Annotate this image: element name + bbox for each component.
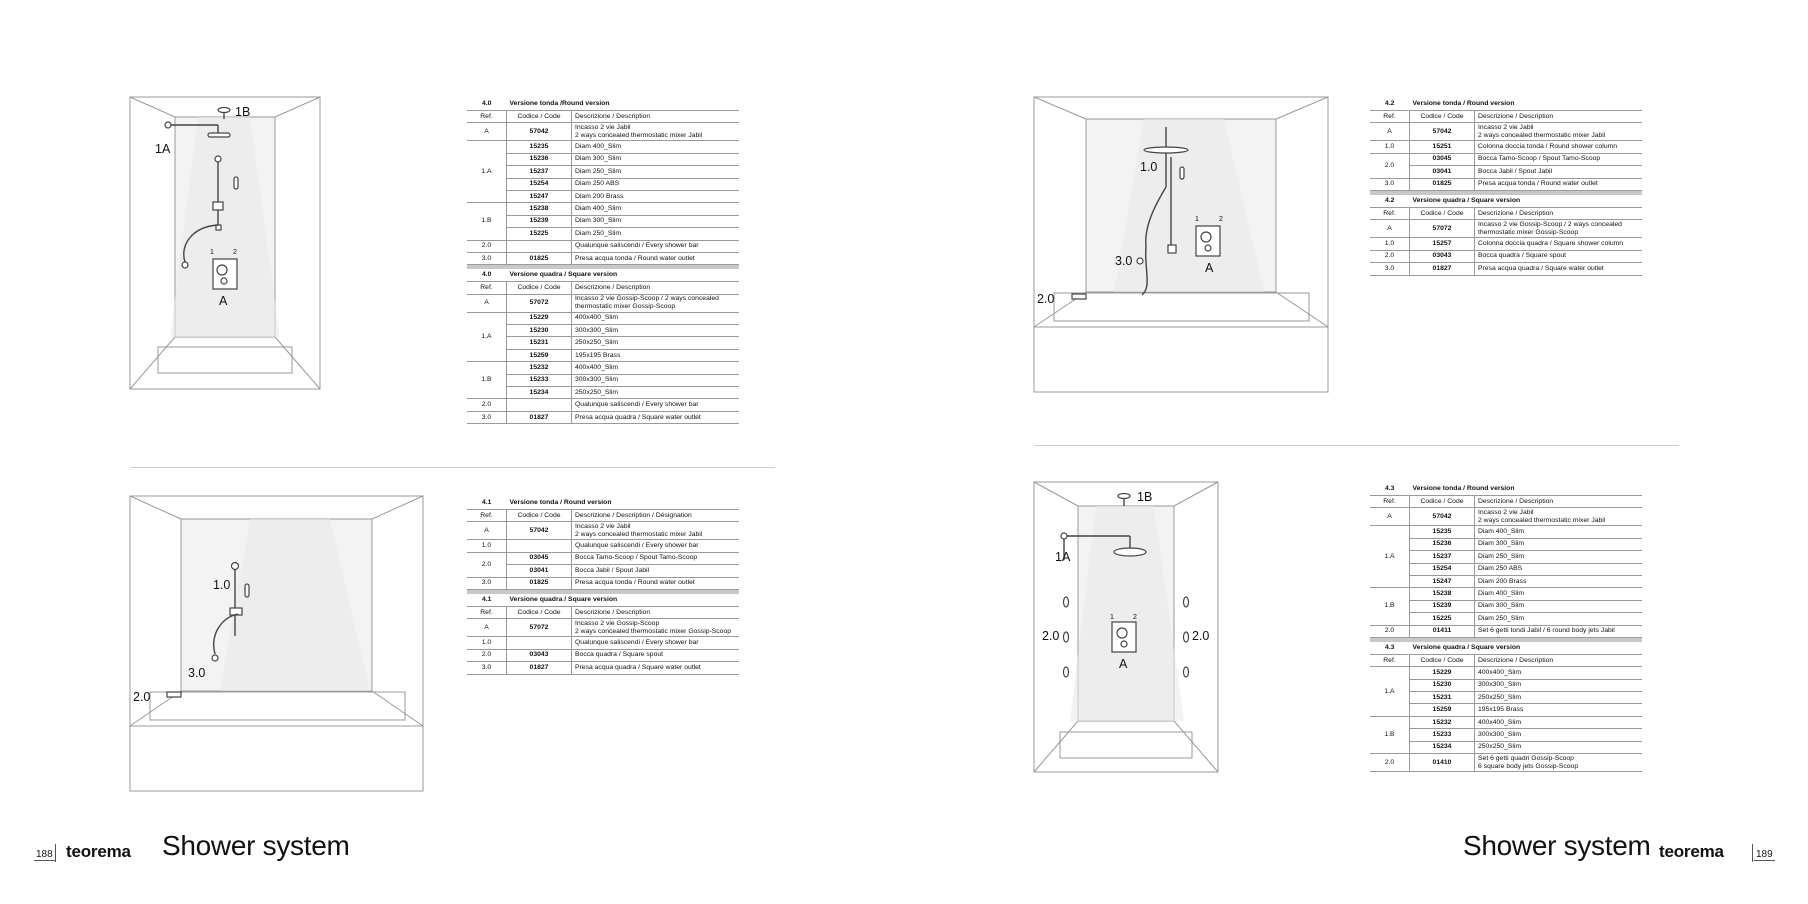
table-row <box>467 141 739 153</box>
table-row <box>467 399 739 411</box>
page-number-right: 189 <box>1756 849 1773 860</box>
desc-cell: Bocca Tamo-Scoop / Spout Tamo-Scoop <box>572 552 740 564</box>
table-row <box>1370 508 1642 526</box>
code-cell: 15229 <box>1410 667 1475 679</box>
table-row <box>1370 98 1642 111</box>
desc-cell: 195x195 Brass <box>572 349 740 361</box>
desc-cell: Colonna doccia quadra / Square shower column <box>1475 238 1643 250</box>
code-cell: 15232 <box>1410 716 1475 728</box>
table-row <box>467 510 739 522</box>
desc-cell: Versione tonda / Round version <box>507 497 740 510</box>
footer-title-left: Shower system <box>162 830 350 861</box>
desc-cell: 300x300_Slim <box>1475 679 1643 691</box>
table-row <box>467 190 739 202</box>
table-row <box>467 637 739 649</box>
table-row <box>467 123 739 141</box>
table-row <box>1370 642 1642 655</box>
ref-cell: 4.0 <box>467 269 507 282</box>
code-cell: 15247 <box>507 190 572 202</box>
desc-cell: 400x400_Slim <box>572 362 740 374</box>
ref-cell: 2.0 <box>467 399 507 411</box>
illustration-label: 2 <box>1219 216 1223 223</box>
ref-cell: Ref. <box>467 606 507 618</box>
desc-cell: Descrizione / Description <box>1475 496 1643 508</box>
code-cell: 15259 <box>1410 704 1475 716</box>
code-cell: 15235 <box>1410 526 1475 538</box>
table-row <box>467 203 739 215</box>
code-cell: 01827 <box>1410 263 1475 275</box>
spec-table-4-2 <box>1370 98 1642 276</box>
code-cell: 03041 <box>507 565 572 577</box>
desc-cell: Versione quadra / Square version <box>1410 195 1643 208</box>
code-cell: 15231 <box>1410 692 1475 704</box>
table-row <box>1370 600 1642 612</box>
table-row <box>1370 667 1642 679</box>
ref-cell: 1.B <box>1370 588 1410 625</box>
desc-cell: Qualunque saliscendi / Every shower bar <box>572 240 740 252</box>
ref-cell: 4.3 <box>1370 483 1410 496</box>
ref-cell: 2.0 <box>1370 754 1410 772</box>
table-row <box>467 325 739 337</box>
ref-cell: 4.3 <box>1370 642 1410 655</box>
desc-cell: Diam 250_Slim <box>572 166 740 178</box>
table-row <box>1370 538 1642 550</box>
ref-cell: 4.2 <box>1370 195 1410 208</box>
ref-cell: A <box>1370 220 1410 238</box>
code-cell: 15247 <box>1410 575 1475 587</box>
code-cell: Codice / Code <box>507 510 572 522</box>
table-row <box>467 662 739 674</box>
ref-cell: 3.0 <box>467 252 507 264</box>
code-cell: 15233 <box>1410 729 1475 741</box>
illustration-4-0 <box>130 97 320 389</box>
desc-cell: Presa acqua quadra / Square water outlet <box>572 662 740 674</box>
table-row <box>467 269 739 282</box>
desc-cell: 250x250_Slim <box>1475 692 1643 704</box>
ref-cell: 3.0 <box>467 577 507 589</box>
spec-table-4-3 <box>1370 483 1642 772</box>
table-row <box>467 387 739 399</box>
code-cell: Codice / Code <box>1410 207 1475 219</box>
table-row <box>467 252 739 264</box>
desc-cell: Presa acqua quadra / Square water outlet <box>572 411 740 423</box>
desc-cell: 400x400_Slim <box>572 312 740 324</box>
code-cell: 15232 <box>507 362 572 374</box>
desc-cell: Diam 250_Slim <box>572 228 740 240</box>
desc-cell: Diam 250_Slim <box>1475 551 1643 563</box>
code-cell: 15234 <box>1410 741 1475 753</box>
desc-cell: Qualunque saliscendi / Every shower bar <box>572 399 740 411</box>
ref-cell: 4.1 <box>467 497 507 510</box>
desc-cell: Diam 400_Slim <box>1475 588 1643 600</box>
illustration-label: 1.0 <box>213 578 231 592</box>
illustration-4-3 <box>1034 482 1218 772</box>
illustration-label: 2.0 <box>1042 629 1060 643</box>
illustration-label: 3.0 <box>1115 254 1133 268</box>
code-cell: 15225 <box>1410 613 1475 625</box>
table-row <box>1370 588 1642 600</box>
ref-cell: 3.0 <box>467 411 507 423</box>
desc-cell: 400x400_Slim <box>1475 667 1643 679</box>
desc-cell: Diam 300_Slim <box>1475 600 1643 612</box>
code-cell <box>507 240 572 252</box>
desc-cell: Diam 300_Slim <box>1475 538 1643 550</box>
table-row <box>1370 111 1642 123</box>
ref-cell: 1.B <box>467 203 507 240</box>
table-row <box>1370 496 1642 508</box>
desc-cell: Diam 400_Slim <box>1475 526 1643 538</box>
desc-cell: Set 6 getti tondi Jabil / 6 round body jets Jabil <box>1475 625 1643 637</box>
desc-cell: Descrizione / Description <box>1475 207 1643 219</box>
table-row <box>467 228 739 240</box>
page-number-rule <box>1752 844 1753 862</box>
brand-logo-left: teorema <box>66 842 131 861</box>
ref-cell: 4.0 <box>467 98 507 111</box>
table-row <box>1370 195 1642 208</box>
code-cell: 01827 <box>507 411 572 423</box>
desc-cell: Descrizione / Description <box>572 606 740 618</box>
illustration-label: 2.0 <box>133 690 151 704</box>
code-cell: 15237 <box>507 166 572 178</box>
ref-cell: 1.A <box>467 141 507 203</box>
table-row <box>467 606 739 618</box>
code-cell: 01825 <box>507 577 572 589</box>
code-cell: 15229 <box>507 312 572 324</box>
code-cell: 15234 <box>507 387 572 399</box>
desc-cell: 300x300_Slim <box>572 325 740 337</box>
table-row <box>467 282 739 294</box>
spec-table-4-0 <box>467 98 739 424</box>
table-row <box>1370 141 1642 153</box>
desc-cell: Diam 400_Slim <box>572 141 740 153</box>
code-cell: 57072 <box>507 294 572 312</box>
ref-cell: 2.0 <box>1370 625 1410 637</box>
desc-cell: Versione tonda / Round version <box>1410 98 1643 111</box>
table-row <box>467 565 739 577</box>
table-row <box>1370 263 1642 275</box>
table-row <box>1370 704 1642 716</box>
ref-cell: Ref. <box>467 282 507 294</box>
code-cell: 15237 <box>1410 551 1475 563</box>
table-row <box>1370 654 1642 666</box>
desc-multiline: Incasso 2 vie Jabil 2 ways concealed thermostatic mixer Jabil <box>572 123 740 141</box>
ref-cell: A <box>467 123 507 141</box>
ref-cell: 1.0 <box>1370 238 1410 250</box>
desc-cell: 300x300_Slim <box>1475 729 1643 741</box>
desc-cell: Bocca quadra / Square spout <box>572 649 740 661</box>
table-row <box>1370 741 1642 753</box>
code-cell: 15225 <box>507 228 572 240</box>
spec-table-4-1 <box>467 497 739 675</box>
illustration-label: A <box>219 294 228 308</box>
code-cell: 01825 <box>1410 178 1475 190</box>
ref-cell: 2.0 <box>467 649 507 661</box>
illustration-4-2 <box>1034 97 1328 392</box>
desc-cell: Diam 400_Slim <box>572 203 740 215</box>
illustration-label: 2 <box>233 249 237 256</box>
ref-cell: 2.0 <box>467 240 507 252</box>
code-cell: Codice / Code <box>1410 654 1475 666</box>
desc-cell: Versione quadra / Square version <box>1410 642 1643 655</box>
table-row <box>467 374 739 386</box>
ref-cell: 3.0 <box>467 662 507 674</box>
code-cell: 15231 <box>507 337 572 349</box>
table-row <box>467 594 739 607</box>
code-cell: 03041 <box>1410 166 1475 178</box>
illustration-label: 1 <box>1110 614 1114 621</box>
desc-cell: Diam 250 ABS <box>1475 563 1643 575</box>
illustration-label: 1B <box>235 105 251 119</box>
footer-title-right: Shower system <box>1463 830 1651 861</box>
code-cell: 57042 <box>507 123 572 141</box>
code-cell <box>507 399 572 411</box>
desc-cell: Incasso 2 vie Jabil 2 ways concealed thermostatic mixer Jabil <box>1475 508 1643 526</box>
code-cell: 57042 <box>507 522 572 540</box>
table-row <box>467 522 739 540</box>
ref-cell: A <box>467 522 507 540</box>
ref-cell: Ref. <box>1370 654 1410 666</box>
desc-cell: Versione quadra / Square version <box>507 594 740 607</box>
table-row <box>1370 526 1642 538</box>
ref-cell: A <box>467 294 507 312</box>
table-row <box>467 497 739 510</box>
code-cell: 15233 <box>507 374 572 386</box>
code-cell <box>507 637 572 649</box>
desc-cell: Bocca Jabil / Spout Jabil <box>1475 166 1643 178</box>
code-cell: 15238 <box>507 203 572 215</box>
table-row <box>467 166 739 178</box>
code-cell: Codice / Code <box>507 606 572 618</box>
code-cell: 03045 <box>1410 153 1475 165</box>
illustration-label: 2.0 <box>1192 629 1210 643</box>
code-cell: 15238 <box>1410 588 1475 600</box>
ref-cell: 2.0 <box>1370 250 1410 262</box>
desc-cell: Colonna doccia tonda / Round shower column <box>1475 141 1643 153</box>
ref-cell: 3.0 <box>1370 178 1410 190</box>
desc-cell: Descrizione / Description <box>1475 654 1643 666</box>
ref-cell: 1.A <box>1370 667 1410 717</box>
table-row <box>1370 613 1642 625</box>
code-cell: 01827 <box>507 662 572 674</box>
desc-cell: Descrizione / Description <box>572 111 740 123</box>
desc-cell: Presa acqua tonda / Round water outlet <box>1475 178 1643 190</box>
code-cell: 15235 <box>507 141 572 153</box>
illustration-label: 1B <box>1137 490 1153 504</box>
illustration-label: 1A <box>155 142 171 156</box>
code-cell: 15230 <box>507 325 572 337</box>
ref-cell: Ref. <box>1370 207 1410 219</box>
table-row <box>1370 716 1642 728</box>
desc-cell: Qualunque saliscendi / Every shower bar <box>572 637 740 649</box>
table-row <box>467 411 739 423</box>
code-cell: 01410 <box>1410 754 1475 772</box>
desc-cell: Descrizione / Description / Désignation <box>572 510 740 522</box>
ref-cell: Ref. <box>467 111 507 123</box>
desc-cell: Incasso 2 vie Gossip-Scoop / 2 ways concealed thermostatic mixer Gossip-Scoop <box>1475 220 1643 238</box>
table-row <box>1370 692 1642 704</box>
code-cell: 57042 <box>1410 123 1475 141</box>
illustration-label: 2.0 <box>1037 292 1055 306</box>
table-row <box>1370 551 1642 563</box>
ref-cell: 2.0 <box>467 552 507 577</box>
table-row <box>1370 483 1642 496</box>
table-row <box>1370 754 1642 772</box>
code-cell: 15236 <box>507 153 572 165</box>
desc-cell: Descrizione / Description <box>572 282 740 294</box>
table-row <box>1370 178 1642 190</box>
code-cell: 03043 <box>1410 250 1475 262</box>
code-cell: Codice / Code <box>1410 496 1475 508</box>
brand-logo-right: teorema <box>1659 842 1724 861</box>
table-row <box>467 349 739 361</box>
ref-cell: Ref. <box>1370 496 1410 508</box>
code-cell: 15251 <box>1410 141 1475 153</box>
table-row <box>467 294 739 312</box>
code-cell: 15230 <box>1410 679 1475 691</box>
desc-cell: Set 6 getti quadri Gossip-Scoop 6 square body jets Gossip-Scoop <box>1475 754 1643 772</box>
desc-cell: 400x400_Slim <box>1475 716 1643 728</box>
desc-cell: Versione tonda / Round version <box>1410 483 1643 496</box>
desc-cell: Presa acqua tonda / Round water outlet <box>572 252 740 264</box>
ref-cell: 1.A <box>1370 526 1410 588</box>
table-row <box>1370 207 1642 219</box>
ref-cell: 1.0 <box>467 637 507 649</box>
page-number-rule <box>55 844 56 862</box>
illustration-label: A <box>1205 261 1214 275</box>
desc-cell: 250x250_Slim <box>1475 741 1643 753</box>
code-cell: 15236 <box>1410 538 1475 550</box>
desc-cell: Versione quadra / Square version <box>507 269 740 282</box>
illustration-label: 1.0 <box>1140 160 1158 174</box>
ref-cell: A <box>467 619 507 637</box>
code-cell: 01825 <box>507 252 572 264</box>
illustration-label: 1A <box>1055 550 1071 564</box>
table-row <box>467 153 739 165</box>
desc-cell: Diam 250_Slim <box>1475 613 1643 625</box>
section-divider <box>130 467 775 468</box>
illustration-4-1 <box>130 496 423 791</box>
ref-cell: 1.0 <box>1370 141 1410 153</box>
ref-cell: A <box>1370 508 1410 526</box>
desc-cell: Incasso 2 vie Gossip-Scoop / 2 ways concealed thermostatic mixer Gossip-Scoop <box>572 294 740 312</box>
illustration-label: A <box>1119 657 1128 671</box>
ref-cell: 1.A <box>467 312 507 362</box>
desc-cell: Incasso 2 vie Jabil 2 ways concealed thermostatic mixer Jabil <box>572 522 740 540</box>
illustration-label: 1 <box>1195 216 1199 223</box>
page-number-left: 188 <box>36 849 53 860</box>
table-row <box>467 540 739 552</box>
table-row <box>467 619 739 637</box>
desc-cell: 250x250_Slim <box>572 387 740 399</box>
ref-cell: 2.0 <box>1370 153 1410 178</box>
code-cell: 15239 <box>1410 600 1475 612</box>
table-row <box>467 111 739 123</box>
desc-cell: Diam 300_Slim <box>572 215 740 227</box>
desc-cell: Presa acqua quadra / Square water outlet <box>1475 263 1643 275</box>
ref-cell: 4.1 <box>467 594 507 607</box>
table-row <box>467 337 739 349</box>
desc-cell: Bocca quadra / Square spout <box>1475 250 1643 262</box>
desc-cell: Incasso 2 vie Gossip-Scoop 2 ways concealed thermostatic mixer Gossip-Scoop <box>572 619 740 637</box>
code-cell: 57072 <box>507 619 572 637</box>
table-row <box>1370 238 1642 250</box>
table-row <box>1370 575 1642 587</box>
code-cell: Codice / Code <box>1410 111 1475 123</box>
ref-cell: 3.0 <box>1370 263 1410 275</box>
table-row <box>1370 166 1642 178</box>
desc-cell: Diam 250 ABS <box>572 178 740 190</box>
code-cell: 15254 <box>1410 563 1475 575</box>
ref-cell: Ref. <box>467 510 507 522</box>
code-cell: 15254 <box>507 178 572 190</box>
desc-cell: Presa acqua tonda / Round water outlet <box>572 577 740 589</box>
table-row <box>467 312 739 324</box>
code-cell: 57072 <box>1410 220 1475 238</box>
desc-cell: Descrizione / Description <box>1475 111 1643 123</box>
code-cell: 03045 <box>507 552 572 564</box>
code-cell: Codice / Code <box>507 282 572 294</box>
desc-cell: 300x300_Slim <box>572 374 740 386</box>
table-row <box>467 215 739 227</box>
code-cell: 15239 <box>507 215 572 227</box>
ref-cell: 4.2 <box>1370 98 1410 111</box>
desc-cell: Bocca Jabil / Spout Jabil <box>572 565 740 577</box>
code-cell: 01411 <box>1410 625 1475 637</box>
table-row <box>467 178 739 190</box>
table-row <box>1370 729 1642 741</box>
table-row <box>467 98 739 111</box>
code-cell: Codice / Code <box>507 111 572 123</box>
desc-cell: Incasso 2 vie Jabil 2 ways concealed thermostatic mixer Jabil <box>1475 123 1643 141</box>
ref-cell: 1.B <box>1370 716 1410 753</box>
desc-cell: 250x250_Slim <box>572 337 740 349</box>
table-row <box>1370 220 1642 238</box>
ref-cell: Ref. <box>1370 111 1410 123</box>
illustration-label: 3.0 <box>188 666 206 680</box>
desc-cell: Bocca Tamo-Scoop / Spout Tamo-Scoop <box>1475 153 1643 165</box>
table-row <box>1370 563 1642 575</box>
table-row <box>467 649 739 661</box>
ref-cell: A <box>1370 123 1410 141</box>
code-cell <box>507 540 572 552</box>
table-row <box>1370 679 1642 691</box>
code-cell: 15257 <box>1410 238 1475 250</box>
code-cell: 03043 <box>507 649 572 661</box>
ref-cell: 1.B <box>467 362 507 399</box>
ref-cell: 1.0 <box>467 540 507 552</box>
section-divider <box>1034 445 1679 446</box>
illustration-label: 1 <box>210 249 214 256</box>
desc-cell: Diam 200 Brass <box>1475 575 1643 587</box>
desc-cell: Diam 300_Slim <box>572 153 740 165</box>
table-row <box>1370 625 1642 637</box>
table-row <box>1370 153 1642 165</box>
table-row <box>467 240 739 252</box>
table-row <box>467 552 739 564</box>
desc-cell: Versione tonda /Round version <box>507 98 740 111</box>
illustration-label: 2 <box>1133 614 1137 621</box>
table-row <box>467 362 739 374</box>
code-cell: 15259 <box>507 349 572 361</box>
table-row <box>467 577 739 589</box>
code-cell: 57042 <box>1410 508 1475 526</box>
table-row <box>1370 250 1642 262</box>
desc-cell: Qualunque saliscendi / Every shower bar <box>572 540 740 552</box>
table-row <box>1370 123 1642 141</box>
desc-cell: Diam 200 Brass <box>572 190 740 202</box>
desc-cell: 195x195 Brass <box>1475 704 1643 716</box>
